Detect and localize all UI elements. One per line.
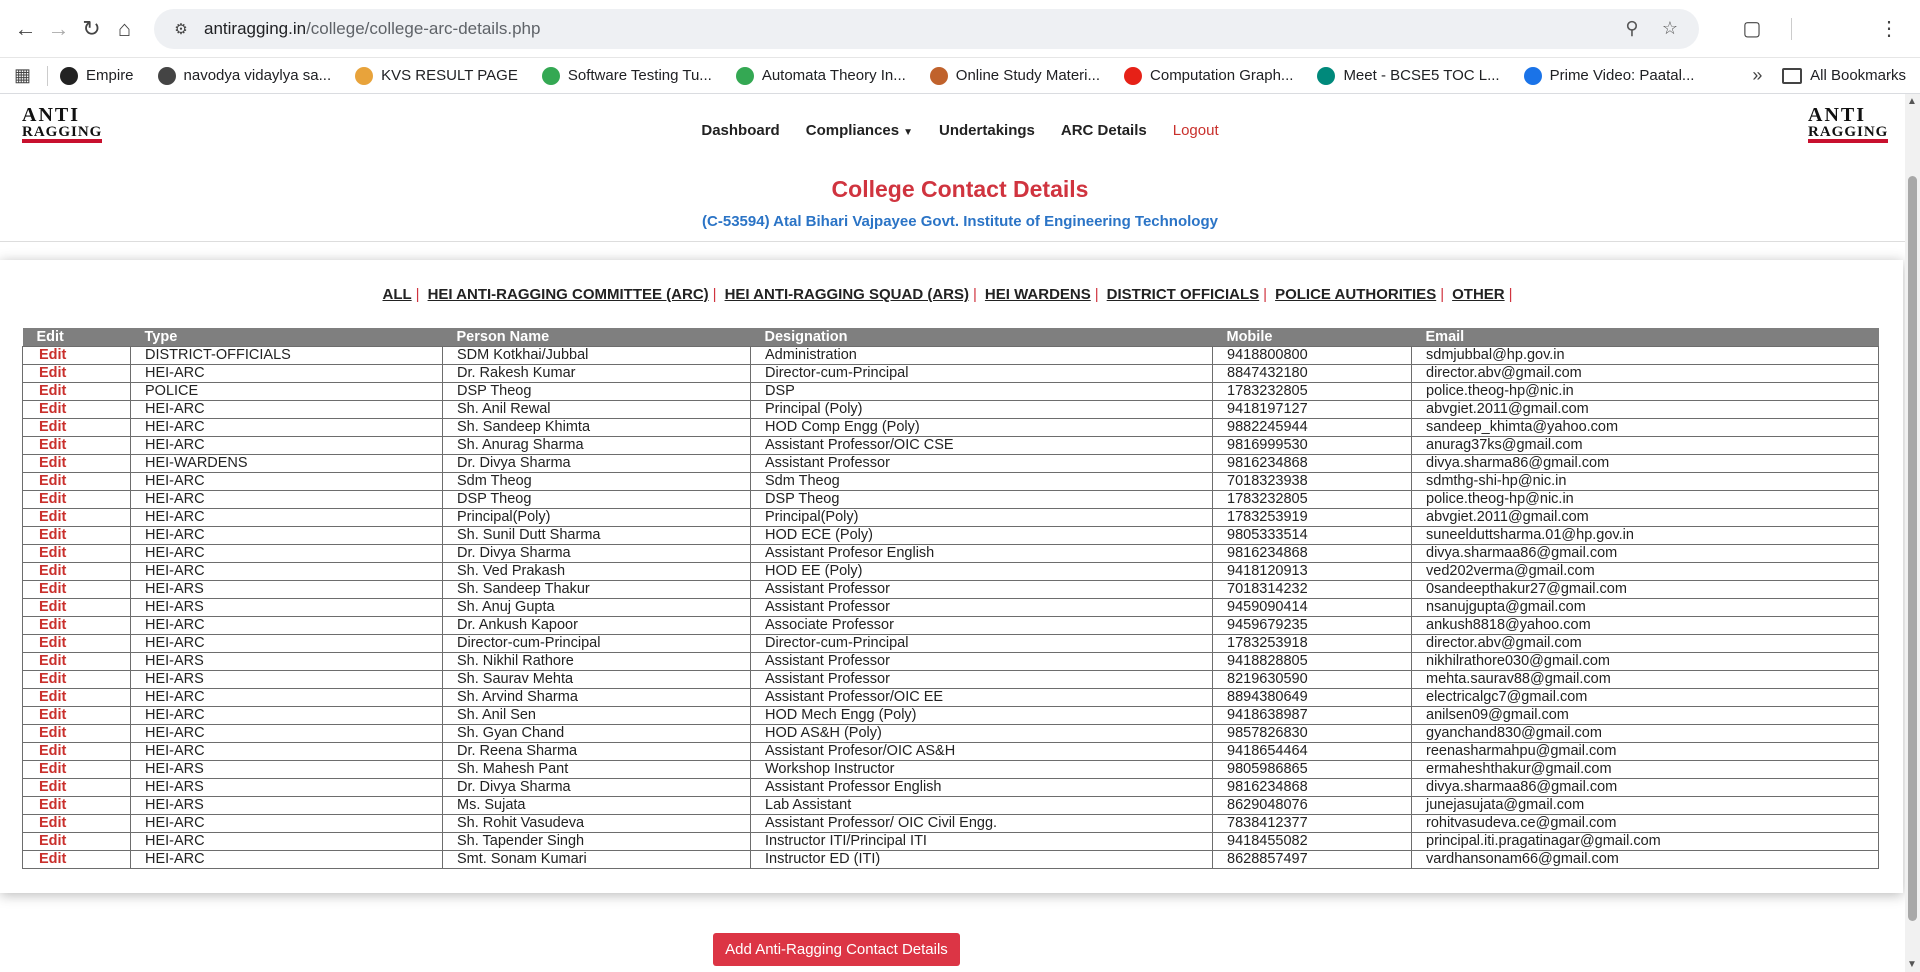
cell-type: DISTRICT-OFFICIALS	[131, 346, 443, 364]
bookmark-favicon-icon	[542, 67, 560, 85]
scrollbar-thumb[interactable]	[1908, 176, 1917, 921]
main-menu	[688, 122, 1231, 139]
scroll-down-icon[interactable]: ▼	[1907, 959, 1917, 970]
cell-mobile: 8219630590	[1213, 670, 1412, 688]
table-row	[23, 490, 1879, 508]
filter-link[interactable]: HEI ANTI-RAGGING SQUAD (ARS)	[724, 286, 970, 303]
cell-designation: DSP	[751, 382, 1213, 400]
cell-mobile: 9418197127	[1213, 400, 1412, 418]
cell-person-name: Dr. Reena Sharma	[443, 742, 751, 760]
caret-down-icon: ▼	[903, 126, 914, 138]
cell-mobile: 9418654464	[1213, 742, 1412, 760]
cell-designation: Assistant Professor English	[751, 778, 1213, 796]
cell-person-name: Dr. Rakesh Kumar	[443, 364, 751, 382]
table-row	[23, 742, 1879, 760]
title-area	[0, 166, 1920, 241]
filter-link[interactable]: OTHER	[1452, 286, 1505, 303]
table-row	[23, 346, 1879, 364]
cell-designation: Lab Assistant	[751, 796, 1213, 814]
zoom-icon[interactable]: ⚲	[1625, 18, 1639, 38]
cell-designation: Assistant Professor	[751, 670, 1213, 688]
cell-mobile: 9418800800	[1213, 346, 1412, 364]
edit-link[interactable]: Edit	[23, 616, 131, 634]
cell-mobile: 9816234868	[1213, 454, 1412, 472]
edit-link[interactable]: Edit	[23, 490, 131, 508]
cell-mobile: 9816999530	[1213, 436, 1412, 454]
cell-designation: Assistant Professor/OIC CSE	[751, 436, 1213, 454]
table-row	[23, 688, 1879, 706]
cell-email: abvgiet.2011@gmail.com	[1412, 508, 1879, 526]
cell-type: HEI-ARC	[131, 850, 443, 868]
cell-designation: HOD Comp Engg (Poly)	[751, 418, 1213, 436]
bookmark-item[interactable]	[60, 67, 134, 85]
cell-person-name: Director-cum-Principal	[443, 634, 751, 652]
cell-email: abvgiet.2011@gmail.com	[1412, 400, 1879, 418]
bookmark-favicon-icon	[1524, 67, 1542, 85]
cell-type: HEI-ARS	[131, 796, 443, 814]
header-divider	[0, 241, 1920, 242]
cell-type: HEI-ARS	[131, 778, 443, 796]
cell-person-name: Sh. Sunil Dutt Sharma	[443, 526, 751, 544]
cell-designation: Principal (Poly)	[751, 400, 1213, 418]
filter-separator: |	[712, 286, 717, 303]
cell-mobile: 7838412377	[1213, 814, 1412, 832]
edit-link[interactable]: Edit	[23, 526, 131, 544]
cell-email: ermaheshthakur@gmail.com	[1412, 760, 1879, 778]
cell-mobile: 8847432180	[1213, 364, 1412, 382]
filter-separator: |	[1263, 286, 1268, 303]
table-row	[23, 508, 1879, 526]
bookmark-label: Computation Graph...	[1150, 67, 1294, 84]
cell-designation: Assistant Professor	[751, 652, 1213, 670]
cell-person-name: Sh. Saurav Mehta	[443, 670, 751, 688]
bookmarks-bar	[0, 58, 1920, 94]
page-title: College Contact Details	[831, 176, 1089, 202]
bookmark-favicon-icon	[1124, 67, 1142, 85]
cell-email: ankush8818@yahoo.com	[1412, 616, 1879, 634]
cell-email: director.abv@gmail.com	[1412, 364, 1879, 382]
cell-email: divya.sharmaa86@gmail.com	[1412, 544, 1879, 562]
edit-link[interactable]: Edit	[23, 796, 131, 814]
cell-person-name: Sh. Sandeep Khimta	[443, 418, 751, 436]
cell-email: anurag37ks@gmail.com	[1412, 436, 1879, 454]
edit-link[interactable]: Edit	[23, 670, 131, 688]
cell-person-name: Sh. Anil Sen	[443, 706, 751, 724]
table-row	[23, 418, 1879, 436]
th-type: Type	[131, 328, 443, 346]
page-scrollbar[interactable]	[1905, 94, 1920, 972]
cell-type: HEI-ARC	[131, 634, 443, 652]
bookmark-item[interactable]	[1124, 67, 1293, 85]
cell-designation: Administration	[751, 346, 1213, 364]
cell-type: HEI-ARC	[131, 742, 443, 760]
cell-type: HEI-ARS	[131, 580, 443, 598]
home-icon[interactable]: ⌂	[117, 15, 132, 41]
table-row	[23, 778, 1879, 796]
cell-email: ved202verma@gmail.com	[1412, 562, 1879, 580]
cell-person-name: Sh. Anuj Gupta	[443, 598, 751, 616]
edit-link[interactable]: Edit	[23, 418, 131, 436]
cell-person-name: DSP Theog	[443, 382, 751, 400]
cell-type: HEI-ARC	[131, 832, 443, 850]
cell-designation: Assistant Profesor English	[751, 544, 1213, 562]
cell-person-name: Sh. Tapender Singh	[443, 832, 751, 850]
cell-mobile: 9857826830	[1213, 724, 1412, 742]
table-row	[23, 364, 1879, 382]
cell-type: HEI-ARC	[131, 436, 443, 454]
cell-designation: HOD ECE (Poly)	[751, 526, 1213, 544]
bookmark-label: KVS RESULT PAGE	[381, 67, 518, 84]
cell-type: HEI-ARC	[131, 400, 443, 418]
cell-designation: Principal(Poly)	[751, 508, 1213, 526]
th-designation: Designation	[751, 328, 1213, 346]
back-icon[interactable]: ←	[14, 15, 37, 41]
edit-link[interactable]: Edit	[23, 364, 131, 382]
table-row	[23, 526, 1879, 544]
toolbar-separator	[1791, 18, 1792, 40]
cell-person-name: Dr. Ankush Kapoor	[443, 616, 751, 634]
all-bookmarks-label: All Bookmarks	[1810, 67, 1906, 84]
filter-separator: |	[1094, 286, 1099, 303]
bookmark-item[interactable]	[1524, 67, 1695, 85]
cell-mobile: 9459090414	[1213, 598, 1412, 616]
edit-link[interactable]: Edit	[23, 544, 131, 562]
cell-designation: Assistant Professor	[751, 580, 1213, 598]
address-bar[interactable]	[154, 9, 1699, 49]
bookmark-label: Prime Video: Paatal...	[1549, 67, 1695, 84]
bookmark-favicon-icon	[1317, 67, 1335, 85]
cell-designation: HOD Mech Engg (Poly)	[751, 706, 1213, 724]
cell-person-name: SDM Kotkhai/Jubbal	[443, 346, 751, 364]
cell-email: sdmthg-shi-hp@nic.in	[1412, 472, 1879, 490]
cell-email: anilsen09@gmail.com	[1412, 706, 1879, 724]
cell-person-name: Sh. Mahesh Pant	[443, 760, 751, 778]
forward-icon[interactable]: →	[47, 15, 70, 41]
cell-designation: HOD AS&H (Poly)	[751, 724, 1213, 742]
edit-link[interactable]: Edit	[23, 508, 131, 526]
add-contact-button[interactable]: Add Anti-Ragging Contact Details	[713, 933, 960, 966]
cell-mobile: 8628857497	[1213, 850, 1412, 868]
cell-type: POLICE	[131, 382, 443, 400]
cell-mobile: 8894380649	[1213, 688, 1412, 706]
bookmark-label: Automata Theory In...	[761, 67, 906, 84]
college-subtitle: (C-53594) Atal Bihari Vajpayee Govt. Institute of Engineering Technology	[702, 213, 1218, 230]
cell-mobile: 1783232805	[1213, 382, 1412, 400]
cell-designation: Assistant Profesor/OIC AS&H	[751, 742, 1213, 760]
cell-designation: Workshop Instructor	[751, 760, 1213, 778]
filter-separator: |	[415, 286, 420, 303]
table-row	[23, 850, 1879, 868]
bookmark-item[interactable]	[542, 67, 712, 85]
cell-mobile: 9418638987	[1213, 706, 1412, 724]
more-bookmarks-icon[interactable]: »	[1752, 65, 1763, 85]
table-row	[23, 832, 1879, 850]
bookmark-favicon-icon	[158, 67, 176, 85]
cell-email: police.theog-hp@nic.in	[1412, 382, 1879, 400]
edit-link[interactable]: Edit	[23, 382, 131, 400]
cell-designation: Assistant Professor/OIC EE	[751, 688, 1213, 706]
anti-ragging-logo[interactable]: ANTI RAGGING	[22, 106, 94, 146]
table-header-row	[23, 328, 1879, 346]
bookmark-star-icon[interactable]: ☆	[1661, 18, 1679, 38]
cell-mobile: 9418828805	[1213, 652, 1412, 670]
cell-person-name: Sdm Theog	[443, 472, 751, 490]
profile-chip[interactable]	[1806, 14, 1860, 44]
bookmark-favicon-icon	[60, 67, 78, 85]
cell-email: mehta.saurav88@gmail.com	[1412, 670, 1879, 688]
edit-link[interactable]: Edit	[23, 346, 131, 364]
table-row	[23, 598, 1879, 616]
cell-type: HEI-ARC	[131, 526, 443, 544]
page-viewport	[0, 94, 1920, 972]
extensions-icon[interactable]: ▢	[1742, 18, 1762, 40]
bookmark-item[interactable]	[158, 67, 332, 85]
cell-designation: Sdm Theog	[751, 472, 1213, 490]
menu-kebab-icon[interactable]: ⋮	[1879, 18, 1899, 40]
bookmark-favicon-icon	[930, 67, 948, 85]
type-filter-bar	[0, 286, 1903, 303]
edit-link[interactable]: Edit	[23, 472, 131, 490]
filter-link[interactable]: HEI ANTI-RAGGING COMMITTEE (ARC)	[427, 286, 709, 303]
cell-email: rohitvasudeva.ce@gmail.com	[1412, 814, 1879, 832]
cell-person-name: Sh. Ved Prakash	[443, 562, 751, 580]
filter-separator: |	[1440, 286, 1445, 303]
cell-type: HEI-ARC	[131, 562, 443, 580]
cell-type: HEI-ARC	[131, 544, 443, 562]
cell-designation: Director-cum-Principal	[751, 634, 1213, 652]
cell-person-name: Sh. Nikhil Rathore	[443, 652, 751, 670]
cell-email: principal.iti.pragatinagar@gmail.com	[1412, 832, 1879, 850]
edit-link[interactable]: Edit	[23, 436, 131, 454]
cell-type: HEI-ARS	[131, 598, 443, 616]
cell-mobile: 9816234868	[1213, 544, 1412, 562]
table-row	[23, 454, 1879, 472]
folder-icon	[1782, 68, 1802, 84]
table-row	[23, 760, 1879, 778]
table-row	[23, 670, 1879, 688]
cell-email: divya.sharmaa86@gmail.com	[1412, 778, 1879, 796]
cell-mobile: 7018314232	[1213, 580, 1412, 598]
cell-type: HEI-ARC	[131, 364, 443, 382]
bookmark-favicon-icon	[736, 67, 754, 85]
cell-type: HEI-ARS	[131, 760, 443, 778]
cell-type: HEI-ARC	[131, 814, 443, 832]
edit-link[interactable]: Edit	[23, 454, 131, 472]
edit-link[interactable]: Edit	[23, 598, 131, 616]
table-row	[23, 382, 1879, 400]
cell-mobile: 7018323938	[1213, 472, 1412, 490]
scroll-up-icon[interactable]: ▲	[1907, 96, 1917, 107]
bookmark-label: Online Study Materi...	[955, 67, 1101, 84]
menu-arc-details[interactable]: ARC Details	[1060, 121, 1147, 139]
cell-designation: Associate Professor	[751, 616, 1213, 634]
bookmarks-separator	[47, 66, 48, 86]
cell-mobile: 8629048076	[1213, 796, 1412, 814]
cell-email: nikhilrathore030@gmail.com	[1412, 652, 1879, 670]
filter-link[interactable]: DISTRICT OFFICIALS	[1106, 286, 1260, 303]
cell-person-name: Dr. Divya Sharma	[443, 778, 751, 796]
filter-link[interactable]: POLICE AUTHORITIES	[1275, 286, 1437, 303]
edit-link[interactable]: Edit	[23, 778, 131, 796]
contacts-table	[22, 328, 1879, 869]
cell-email: divya.sharma86@gmail.com	[1412, 454, 1879, 472]
edit-link[interactable]: Edit	[23, 832, 131, 850]
cell-mobile: 9816234868	[1213, 778, 1412, 796]
edit-link[interactable]: Edit	[23, 562, 131, 580]
cell-mobile: 1783253918	[1213, 634, 1412, 652]
cell-email: nsanujgupta@gmail.com	[1412, 598, 1879, 616]
cell-mobile: 1783232805	[1213, 490, 1412, 508]
cell-person-name: Ms. Sujata	[443, 796, 751, 814]
edit-link[interactable]: Edit	[23, 688, 131, 706]
cell-email: gyanchand830@gmail.com	[1412, 724, 1879, 742]
cell-email: sandeep_khimta@yahoo.com	[1412, 418, 1879, 436]
bookmark-item[interactable]	[355, 67, 518, 85]
filter-link[interactable]: HEI WARDENS	[984, 286, 1091, 303]
all-bookmarks-button[interactable]	[1782, 67, 1906, 84]
cell-email: reenasharmahpu@gmail.com	[1412, 742, 1879, 760]
contacts-panel	[0, 260, 1903, 893]
cell-type: HEI-ARC	[131, 706, 443, 724]
edit-link[interactable]: Edit	[23, 742, 131, 760]
table-row	[23, 796, 1879, 814]
edit-link[interactable]: Edit	[23, 814, 131, 832]
cell-designation: Instructor ED (ITI)	[751, 850, 1213, 868]
table-row	[23, 616, 1879, 634]
cell-email: 0sandeepthakur27@gmail.com	[1412, 580, 1879, 598]
cell-mobile: 9805333514	[1213, 526, 1412, 544]
cell-type: HEI-ARC	[131, 508, 443, 526]
cell-person-name: Sh. Anurag Sharma	[443, 436, 751, 454]
edit-link[interactable]: Edit	[23, 580, 131, 598]
cell-person-name: Sh. Rohit Vasudeva	[443, 814, 751, 832]
cell-mobile: 9459679235	[1213, 616, 1412, 634]
cell-type: HEI-ARC	[131, 418, 443, 436]
bookmark-favicon-icon	[355, 67, 373, 85]
cell-mobile: 1783253919	[1213, 508, 1412, 526]
cell-type: HEI-ARC	[131, 616, 443, 634]
menu-undertakings[interactable]: Undertakings	[939, 121, 1035, 139]
cell-email: police.theog-hp@nic.in	[1412, 490, 1879, 508]
table-row	[23, 544, 1879, 562]
cell-type: HEI-ARC	[131, 688, 443, 706]
cell-designation: Assistant Professor	[751, 454, 1213, 472]
bookmark-label: navodya vidaylya sa...	[183, 67, 332, 84]
bookmark-label: Empire	[86, 67, 134, 84]
url-text[interactable]: antiragging.in/college/college-arc-details.php	[204, 18, 541, 38]
cell-designation: Director-cum-Principal	[751, 364, 1213, 382]
th-mobile: Mobile	[1213, 328, 1412, 346]
edit-link[interactable]: Edit	[23, 760, 131, 778]
table-row	[23, 472, 1879, 490]
table-row	[23, 706, 1879, 724]
table-row	[23, 562, 1879, 580]
edit-link[interactable]: Edit	[23, 706, 131, 724]
filter-separator: |	[1508, 286, 1513, 303]
table-row	[23, 436, 1879, 454]
cell-person-name: Principal(Poly)	[443, 508, 751, 526]
cell-email: sdmjubbal@hp.gov.in	[1412, 346, 1879, 364]
filter-link[interactable]: ALL	[382, 286, 412, 303]
anti-ragging-logo-right[interactable]: ANTI RAGGING	[1808, 106, 1880, 146]
cell-designation: Assistant Professor	[751, 598, 1213, 616]
cell-type: HEI-ARC	[131, 472, 443, 490]
cell-email: director.abv@gmail.com	[1412, 634, 1879, 652]
cell-designation: HOD EE (Poly)	[751, 562, 1213, 580]
site-info-icon[interactable]: ⚙	[174, 20, 188, 38]
table-row	[23, 814, 1879, 832]
cell-person-name: Smt. Sonam Kumari	[443, 850, 751, 868]
menu-compliances[interactable]: Compliances ▼	[805, 121, 914, 139]
cell-person-name: DSP Theog	[443, 490, 751, 508]
edit-link[interactable]: Edit	[23, 850, 131, 868]
cell-email: suneelduttsharma.01@hp.gov.in	[1412, 526, 1879, 544]
cell-type: HEI-ARS	[131, 670, 443, 688]
edit-link[interactable]: Edit	[23, 652, 131, 670]
edit-link[interactable]: Edit	[23, 400, 131, 418]
cell-type: HEI-WARDENS	[131, 454, 443, 472]
cell-mobile: 9882245944	[1213, 418, 1412, 436]
cell-email: electricalgc7@gmail.com	[1412, 688, 1879, 706]
cell-person-name: Sh. Anil Rewal	[443, 400, 751, 418]
reload-icon[interactable]: ↻	[82, 15, 101, 41]
th-email: Email	[1412, 328, 1879, 346]
site-header	[0, 94, 1920, 166]
menu-dashboard[interactable]: Dashboard	[701, 121, 780, 139]
bookmark-item[interactable]	[736, 67, 906, 85]
cell-designation: DSP Theog	[751, 490, 1213, 508]
table-row	[23, 580, 1879, 598]
cell-email: junejasujata@gmail.com	[1412, 796, 1879, 814]
th-edit: Edit	[23, 328, 131, 346]
cell-person-name: Dr. Divya Sharma	[443, 454, 751, 472]
table-row	[23, 400, 1879, 418]
browser-toolbar	[0, 0, 1920, 58]
cell-person-name: Sh. Gyan Chand	[443, 724, 751, 742]
cell-person-name: Sh. Sandeep Thakur	[443, 580, 751, 598]
bookmark-label: Meet - BCSE5 TOC L...	[1343, 67, 1500, 84]
table-row	[23, 652, 1879, 670]
table-row	[23, 724, 1879, 742]
cell-designation: Instructor ITI/Principal ITI	[751, 832, 1213, 850]
th-person-name: Person Name	[443, 328, 751, 346]
cell-mobile: 9418455082	[1213, 832, 1412, 850]
cell-email: vardhansonam66@gmail.com	[1412, 850, 1879, 868]
cell-designation: Assistant Professor/ OIC Civil Engg.	[751, 814, 1213, 832]
bookmark-item[interactable]	[930, 67, 1100, 85]
cell-person-name: Dr. Divya Sharma	[443, 544, 751, 562]
cell-type: HEI-ARC	[131, 724, 443, 742]
cell-mobile: 9805986865	[1213, 760, 1412, 778]
bookmark-label: Software Testing Tu...	[567, 67, 712, 84]
cell-mobile: 9418120913	[1213, 562, 1412, 580]
cell-type: HEI-ARC	[131, 490, 443, 508]
menu-logout[interactable]: Logout	[1172, 121, 1219, 139]
apps-grid-icon[interactable]: ▦	[14, 65, 32, 85]
edit-link[interactable]: Edit	[23, 634, 131, 652]
bookmark-item[interactable]	[1317, 67, 1499, 85]
table-row	[23, 634, 1879, 652]
cell-person-name: Sh. Arvind Sharma	[443, 688, 751, 706]
filter-separator: |	[973, 286, 977, 303]
edit-link[interactable]: Edit	[23, 724, 131, 742]
cell-type: HEI-ARS	[131, 652, 443, 670]
